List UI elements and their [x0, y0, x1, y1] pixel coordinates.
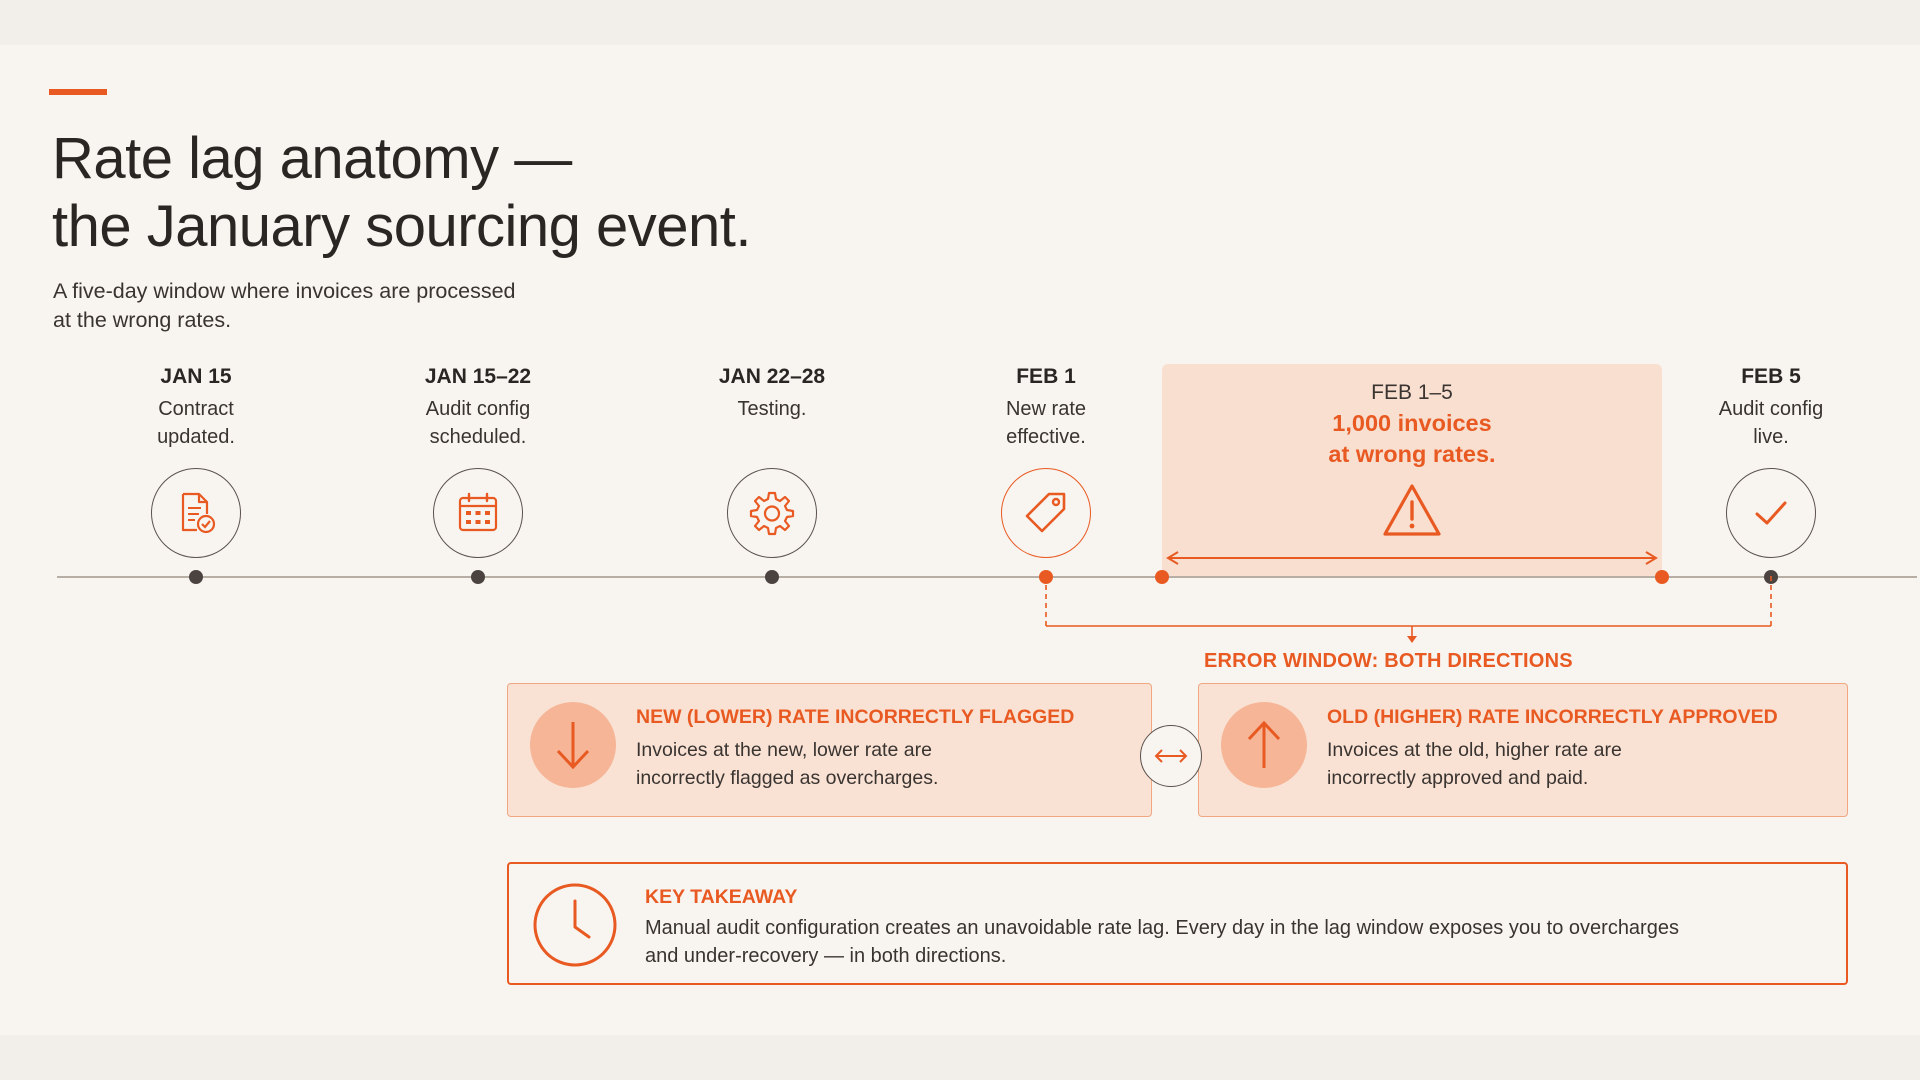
timeline-dot	[189, 570, 203, 584]
clock-icon	[531, 881, 619, 969]
milestone-description	[1641, 395, 1901, 451]
flagged-card-body	[636, 736, 1136, 792]
milestone-date: JAN 22–28	[718, 365, 826, 388]
milestone-feb-5	[1641, 362, 1901, 451]
arrow-down-icon	[550, 718, 596, 772]
flagged-card-title: NEW (LOWER) RATE INCORRECTLY FLAGGED	[636, 706, 1075, 728]
milestone-description	[642, 395, 902, 423]
subtitle-line-2: at the wrong rates.	[53, 308, 232, 332]
key-takeaway-title: KEY TAKEAWAY	[645, 886, 798, 908]
price-tag-icon	[1023, 490, 1069, 536]
milestone-desc-line: New rate	[1005, 398, 1087, 420]
milestone-description	[348, 395, 608, 451]
page-subtitle	[53, 277, 613, 335]
approved-card	[1198, 683, 1848, 817]
error-window-label: ERROR WINDOW: BOTH DIRECTIONS	[1204, 650, 1573, 672]
takeaway-body-line: Manual audit configuration creates an unavoidable rate lag. Every day in the lag window exposes you to overcharges	[645, 917, 1679, 939]
card-body-line: Invoices at the old, higher rate are	[1327, 739, 1622, 761]
arrow-down-bubble	[530, 702, 616, 788]
milestone-desc-line: live.	[1753, 426, 1789, 448]
error-window-count	[1162, 408, 1662, 470]
milestone-date: JAN 15–22	[424, 365, 532, 388]
error-window-bracket	[1040, 576, 1780, 656]
milestone-desc-line: effective.	[1006, 426, 1086, 448]
card-body-line: incorrectly approved and paid.	[1327, 767, 1589, 789]
range-arrow-icon	[1162, 548, 1662, 568]
milestone-date: FEB 1	[1016, 365, 1076, 388]
calendar-icon	[455, 490, 501, 536]
card-body-line: Invoices at the new, lower rate are	[636, 739, 932, 761]
milestone-icon-circle	[433, 468, 523, 558]
warning-icon	[1382, 482, 1442, 538]
accent-bar	[49, 89, 107, 95]
milestone-icon-circle	[1001, 468, 1091, 558]
subtitle-line-1: A five-day window where invoices are processed	[53, 279, 516, 303]
milestone-jan-22-28	[642, 362, 902, 423]
takeaway-body-line: and under-recovery — in both directions.	[645, 945, 1007, 967]
milestone-icon-circle	[1726, 468, 1816, 558]
error-window-date: FEB 1–5	[1371, 381, 1453, 404]
document-check-icon	[173, 490, 219, 536]
flagged-card	[507, 683, 1152, 817]
page-title	[52, 125, 952, 261]
milestone-description	[66, 395, 326, 451]
approved-card-body	[1327, 736, 1827, 792]
milestone-desc-line: Testing.	[737, 398, 807, 420]
key-takeaway-body	[645, 914, 1825, 970]
title-line-1: Rate lag anatomy —	[52, 126, 572, 191]
bidirectional-arrow-icon	[1153, 747, 1189, 765]
error-window-count-line-2: at wrong rates.	[1328, 441, 1496, 467]
milestone-date: FEB 5	[1741, 365, 1801, 388]
milestone-jan-15	[66, 362, 326, 451]
key-takeaway-box	[507, 862, 1848, 985]
milestone-date: JAN 15	[160, 365, 232, 388]
milestone-desc-line: updated.	[157, 426, 235, 448]
checkmark-icon	[1748, 490, 1794, 536]
timeline-dot	[471, 570, 485, 584]
milestone-icon-circle	[727, 468, 817, 558]
milestone-jan-15-22	[348, 362, 608, 451]
milestone-description	[916, 395, 1176, 451]
timeline-dot	[765, 570, 779, 584]
milestone-desc-line: Audit config	[425, 398, 531, 420]
milestone-desc-line: Contract	[158, 398, 234, 420]
approved-card-title: OLD (HIGHER) RATE INCORRECTLY APPROVED	[1327, 706, 1778, 728]
arrow-up-icon	[1241, 718, 1287, 772]
error-window-highlight	[1162, 364, 1662, 576]
arrow-up-bubble	[1221, 702, 1307, 788]
milestone-desc-line: Audit config	[1718, 398, 1824, 420]
bidirectional-arrow-circle	[1140, 725, 1202, 787]
gear-icon	[749, 490, 795, 536]
milestone-desc-line: scheduled.	[429, 426, 527, 448]
error-window-count-line-1: 1,000 invoices	[1332, 410, 1492, 436]
milestone-feb-1	[916, 362, 1176, 451]
title-line-2: the January sourcing event.	[52, 194, 752, 259]
milestone-icon-circle	[151, 468, 241, 558]
card-body-line: incorrectly flagged as overcharges.	[636, 767, 939, 789]
